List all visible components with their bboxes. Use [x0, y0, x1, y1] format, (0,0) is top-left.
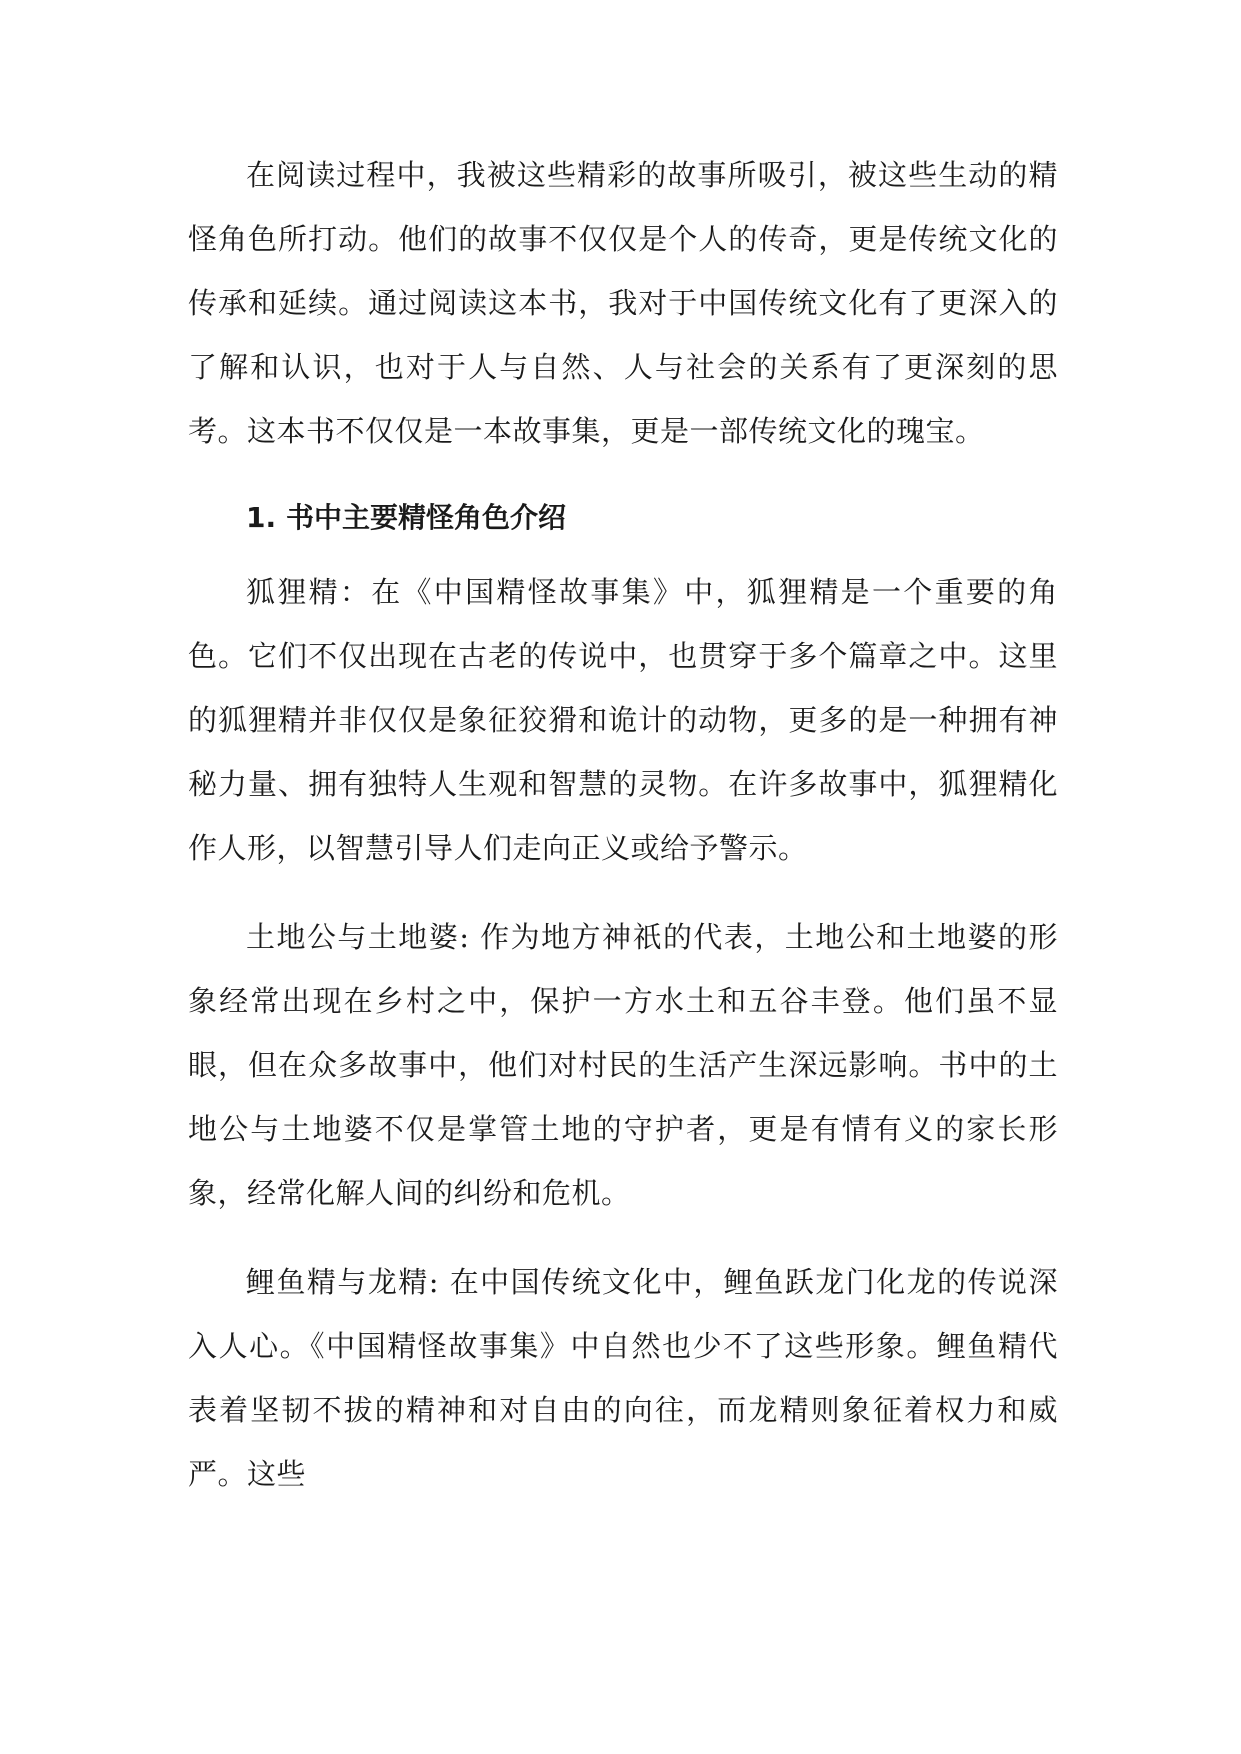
section-title: 书中主要精怪角色介绍 — [286, 501, 567, 534]
section-number: 1. — [246, 501, 277, 534]
fox-spirit-text: 在《中国精怪故事集》中，狐狸精是一个重要的角色。它们不仅出现在古老的传说中，也贯穿于多个篇章之中。这里的狐狸精并非仅仅是象征狡猾和诡计的动物，更多的是一种拥有神秘力量、拥有独特人生观和智慧的灵物。在许多故事中，狐狸精化作人形，以智慧引导人们走向正义或给予警示。 — [188, 575, 1058, 865]
land-deity-term: 土地公与土地婆: — [246, 920, 470, 954]
intro-paragraph — [188, 143, 1058, 463]
carp-dragon-paragraph — [188, 1250, 1058, 1506]
section-heading — [188, 486, 1058, 550]
fox-spirit-paragraph — [188, 560, 1058, 880]
intro-paragraph-text: 在阅读过程中，我被这些精彩的故事所吸引，被这些生动的精怪角色所打动。他们的故事不仅仅是个人的传奇，更是传统文化的传承和延续。通过阅读这本书，我对于中国传统文化有了更深入的了解和认识，也对于人与自然、人与社会的关系有了更深刻的思考。这本书不仅仅是一本故事集，更是一部传统文化的瑰宝。 — [188, 158, 1058, 448]
document-body — [188, 143, 1058, 1506]
fox-spirit-term: 狐狸精： — [246, 575, 372, 609]
land-deity-paragraph — [188, 905, 1058, 1225]
paragraph-gap — [188, 1225, 1058, 1250]
paragraph-gap — [188, 880, 1058, 905]
carp-dragon-text: 在中国传统文化中，鲤鱼跃龙门化龙的传说深入人心。《中国精怪故事集》中自然也少不了这些形象。鲤鱼精代表着坚韧不拔的精神和对自由的向往，而龙精则象征着权力和威严。这些 — [188, 1265, 1058, 1491]
carp-dragon-term: 鲤鱼精与龙精: — [246, 1265, 440, 1299]
land-deity-text: 作为地方神祇的代表，土地公和土地婆的形象经常出现在乡村之中，保护一方水土和五谷丰登。他们虽不显眼，但在众多故事中，他们对村民的生活产生深远影响。书中的土地公与土地婆不仅是掌管土地的守护者，更是有情有义的家长形象，经常化解人间的纠纷和危机。 — [188, 920, 1058, 1210]
